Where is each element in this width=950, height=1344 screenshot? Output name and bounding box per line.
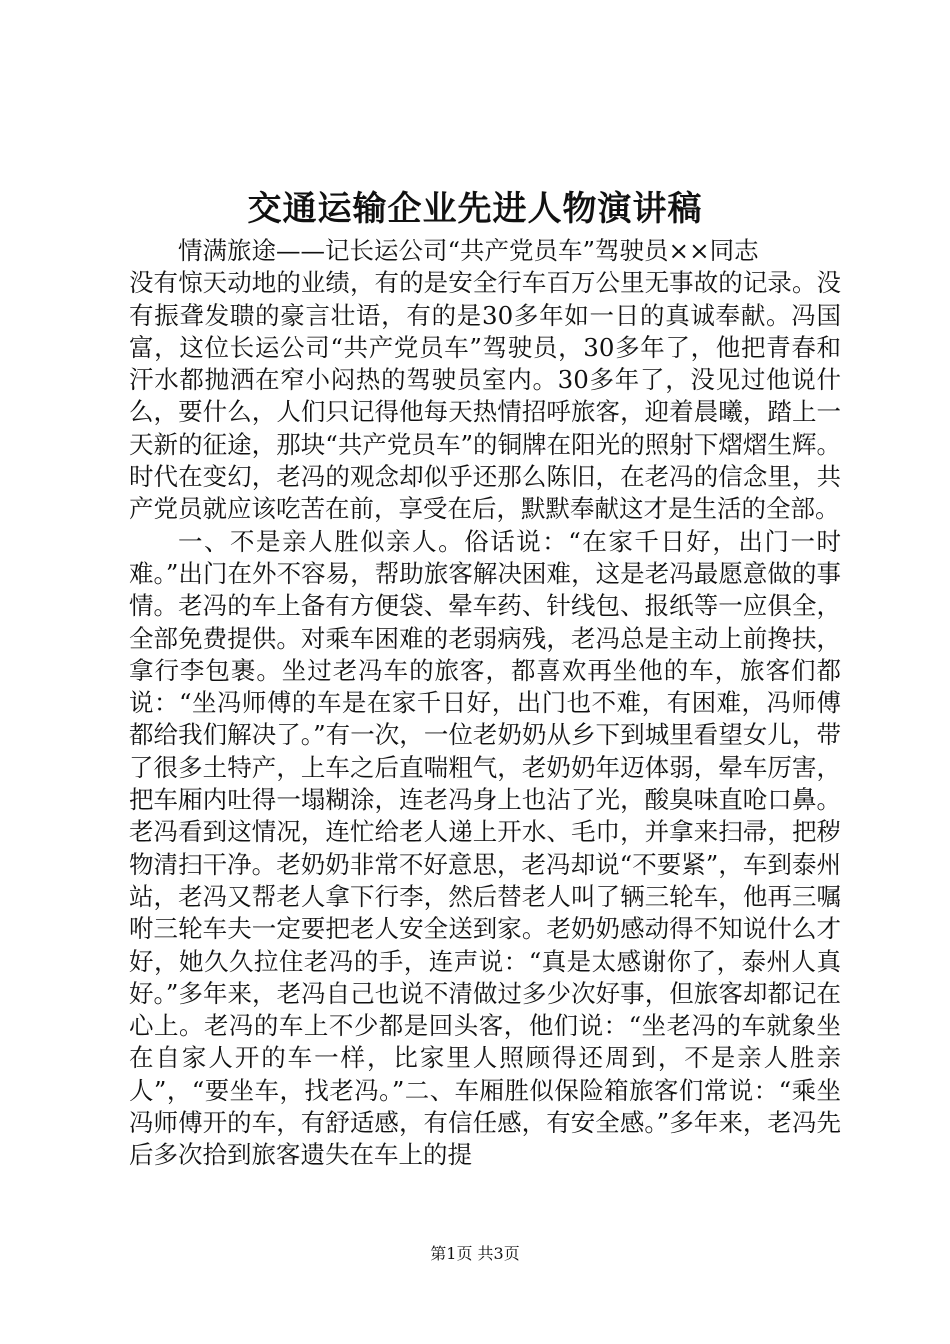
section-one-paragraph: 一、不是亲人胜似亲人。俗话说：“在家千日好，出门一时难。”出门在外不容易，帮助旅客解决困难，这是老冯最愿意做的事情。老冯的车上备有方便袋、晕车药、针线包、报纸等一应俱全，全部免费提供。对乘车困难的老弱病残，老冯总是主动上前搀扶，拿行李包裹。坐过老冯车的旅客，都喜欢再坐他的车，旅客们都说：“坐冯师傅的车是在家千日好，出门也不难，有困难，冯师傅都给我们解决了。”有一次，一位老奶奶从乡下到城里看望女儿，带了很多土特产，上车之后直喘粗气，老奶奶年迈体弱，晕车厉害，把车厢内吐得一塌糊涂，连老冯身上也沾了光，酸臭味直呛口鼻。老冯看到这情况，连忙给老人递上开水、毛巾，并拿来扫帚，把秽物清扫干净。老奶奶非常不好意思，老冯却说“不要紧”，车到泰州站，老冯又帮老人拿下行李，然后替老人叫了辆三轮车，他再三嘱咐三轮车夫一定要把老人安全送到家。老奶奶感动得不知说什么才好，她久久拉住老冯的手，连声说：“真是太感谢你了，泰州人真好。”多年来，老冯自己也说不清做过多少次好事，但旅客却都记在心上。老冯的车上不少都是回头客，他们说：“坐老冯的车就象坐在自家人开的车一样，比家里人照顾得还周到，不是亲人胜亲人”，“要坐车，找老冯。”二、车厢胜似保险箱旅客们常说：“乘坐冯师傅开的车，有舒适感，有信任感，有安全感。”多年来，老冯先后多次拾到旅客遗失在车上的提: [129, 526, 841, 1170]
page-number-footer: 第1页 共3页: [430, 1244, 520, 1263]
subtitle-paragraph: 情满旅途——记长运公司“共产党员车”驾驶员××同志: [178, 236, 759, 265]
document-body: [129, 235, 841, 1172]
document-title: 交通运输企业先进人物演讲稿: [247, 189, 703, 229]
intro-paragraph: 没有惊天动地的业绩，有的是安全行车百万公里无事故的记录。没有振聋发聩的豪言壮语，有的是30多年如一日的真诚奉献。冯国富，这位长运公司“共产党员车”驾驶员，30多年了，他把青春和汗水都抛洒在窄小闷热的驾驶员室内。30多年了，没见过他说什么，要什么，人们只记得他每天热情招呼旅客，迎着晨曦，踏上一天新的征途，那块“共产党员车”的铜牌在阳光的照射下熠熠生辉。时代在变幻，老冯的观念却似乎还那么陈旧，在老冯的信念里，共产党员就应该吃苦在前，享受在后，默默奉献这才是生活的全部。: [129, 268, 841, 524]
